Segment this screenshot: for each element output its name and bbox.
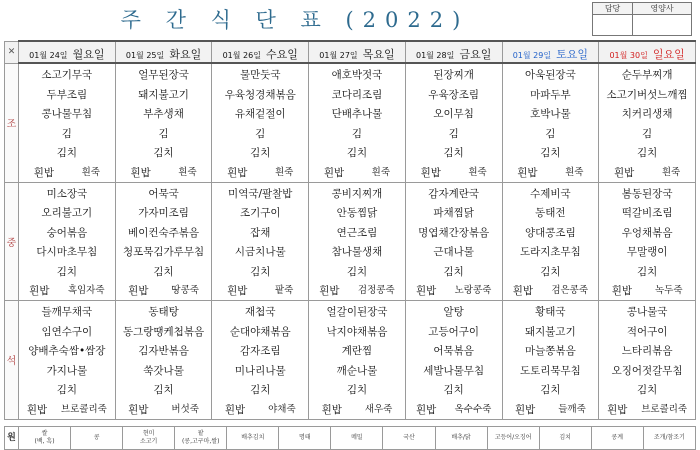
day-date: 01월 25일 (125, 50, 165, 60)
menu-item: 콩나물무침 (41, 108, 93, 120)
menu-cell (115, 301, 212, 420)
meal-row (5, 301, 696, 420)
rice-label: 흰밥 (227, 166, 248, 179)
meal-row (5, 182, 696, 301)
porridge-label: 야채죽 (268, 403, 296, 415)
rice-label: 흰밥 (420, 166, 441, 179)
menu-item: 김치 (153, 147, 174, 159)
rice-porridge-row (600, 282, 694, 300)
menu-item: 동그랑땡케첩볶음 (122, 325, 205, 338)
rice-porridge-row (213, 401, 307, 419)
menu-item: 김치 (636, 147, 658, 159)
meal-label: 석 (5, 301, 19, 420)
legend-cell: 고등어/오징어 (487, 427, 539, 450)
day-name: 월요일 (72, 47, 105, 61)
menu-cell (405, 63, 502, 182)
legend-cell: 명태 (279, 427, 331, 450)
menu-item: 우엉채볶음 (621, 226, 673, 239)
menu-item: 도토리묵무침 (519, 364, 581, 377)
day-name: 화요일 (169, 47, 202, 61)
menu-item: 낙지야채볶음 (326, 325, 388, 338)
menu-table (4, 40, 696, 420)
rice-label: 흰밥 (611, 285, 632, 297)
menu-item: 오징어젓갈무침 (611, 364, 683, 377)
rice-label: 흰밥 (130, 166, 151, 179)
menu-item: 참나물생채 (331, 246, 383, 258)
menu-item: 재첩국 (245, 306, 276, 318)
menu-item: 김치 (540, 147, 561, 159)
rice-porridge-row (20, 164, 114, 182)
day-date: 01월 27일 (319, 50, 358, 60)
menu-cell (309, 182, 406, 301)
menu-cell (599, 63, 696, 182)
menu-item: 봄동된장국 (621, 187, 673, 200)
menu-item: 가지나물 (46, 364, 88, 377)
day-name: 목요일 (362, 47, 395, 61)
day-header (212, 41, 309, 63)
legend-cell: 현미 소고기 (123, 427, 175, 450)
menu-item: 애호박젓국 (331, 69, 383, 81)
rice-label: 흰밥 (128, 403, 149, 416)
menu-item: 김치 (56, 147, 77, 159)
menu-item: 김치 (443, 384, 464, 396)
menu-item: 숭어볶음 (46, 226, 88, 239)
menu-item: 콩나물국 (626, 306, 668, 318)
day-date: 01월 28일 (415, 50, 455, 60)
legend-label: 원 (5, 427, 19, 450)
meal-label: 조 (5, 63, 19, 182)
menu-item: 김치 (540, 265, 561, 278)
approval-sign-staff[interactable] (593, 15, 633, 36)
rice-porridge-row (600, 401, 694, 419)
rice-porridge-row (310, 401, 404, 419)
menu-item: 코다리조림 (331, 88, 383, 101)
rice-label: 흰밥 (514, 403, 536, 416)
menu-item: 들깨무채국 (41, 306, 93, 318)
menu-item: 순대야채볶음 (229, 325, 291, 338)
porridge-label: 흰죽 (468, 166, 487, 178)
menu-item: 김치 (636, 384, 658, 396)
menu-item: 가자미조림 (138, 207, 189, 219)
menu-item: 느타리볶음 (621, 345, 673, 357)
menu-item: 김치 (56, 265, 77, 278)
rice-label: 흰밥 (321, 403, 342, 416)
menu-cell (405, 182, 502, 301)
menu-item: 김 (255, 127, 266, 140)
rice-porridge-row (213, 282, 307, 300)
porridge-label: 검정콩죽 (357, 285, 395, 296)
menu-cell (502, 182, 599, 301)
menu-item: 순두부찌개 (621, 69, 673, 81)
rice-porridge-row (310, 282, 404, 300)
menu-item: 얼갈이된장국 (326, 306, 388, 318)
menu-item: 미나리나물 (234, 364, 286, 377)
menu-item: 물만둣국 (239, 69, 281, 81)
menu-item: 김치 (250, 384, 271, 396)
rice-label: 흰밥 (128, 285, 149, 297)
menu-item: 김치 (250, 265, 271, 278)
menu-item: 된장찌개 (433, 69, 474, 81)
rice-label: 흰밥 (415, 403, 437, 416)
porridge-label: 흰죽 (371, 166, 391, 178)
menu-item: 얼무된장국 (138, 69, 189, 81)
menu-item: 마파두부 (530, 88, 571, 101)
rice-label: 흰밥 (607, 403, 628, 416)
menu-cell (309, 301, 406, 420)
porridge-label: 흑임자죽 (67, 285, 105, 296)
day-date: 01월 30일 (609, 50, 648, 60)
rice-label: 흰밥 (227, 285, 248, 297)
rice-label: 흰밥 (319, 285, 340, 297)
menu-item: 양대콩조림 (525, 226, 576, 239)
menu-item: 연근조림 (336, 226, 378, 239)
porridge-label: 새우죽 (364, 403, 393, 415)
menu-item: 알탕 (443, 306, 464, 318)
rice-label: 흰밥 (323, 166, 345, 179)
porridge-label: 녹두죽 (654, 285, 683, 296)
menu-item: 무말랭이 (626, 246, 668, 258)
menu-item: 김치 (443, 265, 464, 278)
menu-item: 감자조림 (239, 345, 281, 357)
menu-item: 김치 (153, 384, 174, 396)
rice-label: 흰밥 (614, 166, 635, 179)
rice-porridge-row (504, 401, 598, 419)
meal-row (5, 63, 696, 182)
menu-item: 근대나물 (433, 246, 474, 258)
legend-cell: 팥 (콩,고구마,쌀) (175, 427, 227, 450)
menu-item: 김 (61, 127, 72, 140)
porridge-label: 옥수수죽 (454, 403, 492, 415)
menu-item: 김치 (443, 147, 464, 159)
menu-cell (309, 63, 406, 182)
porridge-label: 노랑콩죽 (454, 285, 492, 296)
menu-cell (502, 301, 599, 420)
legend-cell: 조개/참조기 (643, 427, 695, 450)
legend-cell: 쌀 (백, 흑) (19, 427, 71, 450)
rice-porridge-row (407, 401, 501, 419)
menu-item: 쑥갓나물 (143, 364, 184, 377)
rice-porridge-row (117, 164, 211, 182)
menu-item: 오리불고기 (41, 207, 93, 219)
menu-item: 우육청경채볶음 (224, 88, 296, 101)
menu-item: 아욱된장국 (525, 69, 576, 81)
menu-item: 부추생채 (143, 108, 184, 120)
menu-item: 마늘쫑볶음 (525, 345, 576, 357)
menu-item: 오이무침 (433, 108, 474, 120)
day-header (115, 41, 212, 63)
menu-item: 우육장조림 (428, 88, 480, 101)
day-date: 01월 29일 (512, 50, 552, 60)
menu-cell (19, 182, 116, 301)
porridge-label: 브로콜리죽 (60, 403, 107, 415)
menu-item: 김치 (540, 384, 561, 396)
menu-item: 김 (158, 127, 169, 140)
rice-porridge-row (407, 282, 501, 300)
menu-item: 계란찜 (341, 345, 373, 357)
legend-cell: 김치 (539, 427, 591, 450)
menu-item: 동태탕 (148, 306, 179, 318)
menu-cell (405, 301, 502, 420)
menu-cell (212, 63, 309, 182)
porridge-label: 버섯죽 (171, 403, 199, 415)
menu-item: 어묵국 (148, 187, 179, 200)
menu-item: 김치 (346, 147, 368, 159)
approval-label-dietitian: 영양사 (633, 3, 692, 15)
menu-item: 명엽채간장볶음 (418, 226, 490, 239)
day-header (405, 41, 502, 63)
legend-cell: 국산 (383, 427, 435, 450)
porridge-label: 흰죽 (274, 166, 294, 178)
menu-item: 단배추나물 (331, 108, 383, 120)
day-date: 01월 26일 (222, 50, 261, 60)
porridge-label: 땅콩죽 (171, 285, 199, 296)
porridge-label: 브로콜리죽 (641, 403, 688, 415)
rice-label: 흰밥 (26, 403, 48, 416)
menu-item: 다시마초무침 (36, 246, 98, 258)
rice-porridge-row (600, 164, 694, 182)
porridge-label: 흰죽 (565, 166, 584, 178)
day-name: 금요일 (459, 47, 492, 61)
menu-item: 고등어구이 (428, 325, 480, 338)
menu-item: 떡갈비조림 (621, 207, 673, 219)
rice-porridge-row (213, 164, 307, 182)
rice-label: 흰밥 (415, 285, 437, 297)
porridge-label: 흰죽 (661, 166, 681, 178)
porridge-label: 흰죽 (81, 166, 100, 178)
legend-cell: 메밀 (331, 427, 383, 450)
menu-item: 김 (448, 127, 459, 140)
menu-item: 감자계란국 (428, 187, 480, 200)
menu-item: 양배추숙쌈•쌈장 (28, 345, 106, 357)
menu-item: 베이컨숙주볶음 (128, 226, 200, 239)
menu-item: 김치 (250, 147, 271, 159)
menu-item: 김치 (636, 265, 658, 278)
day-header (599, 41, 696, 63)
menu-item: 김치 (346, 265, 368, 278)
menu-cell (599, 301, 696, 420)
menu-item: 소고기무국 (41, 69, 93, 81)
rice-porridge-row (117, 282, 211, 300)
menu-item: 수제비국 (530, 187, 571, 200)
menu-item: 두부조림 (46, 88, 88, 101)
menu-item: 김치 (56, 384, 77, 396)
menu-cell (212, 301, 309, 420)
menu-item: 잡채 (250, 226, 271, 239)
menu-item: 시금치나물 (234, 246, 286, 258)
menu-item: 김치 (346, 384, 368, 396)
rice-label: 흰밥 (512, 285, 533, 297)
corner-cell: ✕ (5, 41, 19, 63)
rice-label: 흰밥 (517, 166, 538, 179)
day-name: 수요일 (266, 47, 298, 61)
menu-item: 소고기버섯느깨찜 (606, 88, 688, 101)
menu-cell (599, 182, 696, 301)
rice-porridge-row (504, 164, 598, 182)
menu-cell (115, 63, 212, 182)
rice-porridge-row (310, 164, 404, 182)
day-header (309, 41, 406, 63)
menu-item: 안동찜닭 (336, 207, 378, 219)
origin-legend (4, 426, 696, 450)
day-date: 01월 24일 (29, 50, 68, 60)
menu-item: 황태국 (535, 306, 566, 318)
menu-item: 김 (545, 127, 556, 140)
approval-box (592, 2, 692, 36)
day-name: 일요일 (652, 47, 685, 61)
rice-porridge-row (117, 401, 211, 419)
day-header (19, 41, 116, 63)
menu-cell (19, 301, 116, 420)
porridge-label: 팥죽 (274, 285, 294, 296)
menu-item: 김치 (153, 265, 174, 278)
menu-cell (212, 182, 309, 301)
menu-cell (19, 63, 116, 182)
rice-porridge-row (20, 282, 114, 300)
day-name: 토요일 (556, 47, 589, 61)
menu-item: 돼지불고기 (138, 88, 189, 101)
rice-porridge-row (504, 282, 598, 300)
menu-item: 깨순나물 (336, 364, 378, 377)
menu-item: 어묵볶음 (433, 345, 474, 357)
menu-item: 청포묵김가루무침 (122, 246, 205, 258)
menu-item: 김 (642, 127, 653, 140)
porridge-label: 흰죽 (178, 166, 197, 178)
rice-porridge-row (20, 401, 114, 419)
menu-item: 파채찜닭 (433, 207, 474, 219)
rice-porridge-row (407, 164, 501, 182)
approval-sign-dietitian[interactable] (633, 15, 692, 36)
approval-label-staff: 담당 (593, 3, 633, 15)
menu-item: 호박나물 (530, 108, 571, 120)
menu-item: 돼지불고기 (525, 325, 576, 338)
menu-item: 미역국/팔찰밥 (228, 187, 293, 200)
menu-cell (115, 182, 212, 301)
meal-label: 중 (5, 182, 19, 301)
menu-item: 치커리생채 (621, 108, 673, 120)
menu-item: 조기구이 (239, 207, 281, 219)
legend-cell: 콩계 (591, 427, 643, 450)
menu-item: 김자반볶음 (138, 345, 189, 357)
page-title: 주 간 식 단 표 (2022) (120, 8, 470, 32)
menu-item: 콩비지찌개 (331, 187, 383, 200)
menu-cell (502, 63, 599, 182)
menu-item: 도라지초무침 (519, 246, 581, 258)
porridge-label: 검은콩죽 (551, 285, 589, 296)
menu-item: 유채겉절이 (234, 108, 286, 120)
menu-item: 적어구이 (626, 325, 668, 338)
legend-cell: 콩 (71, 427, 123, 450)
menu-item: 임연수구이 (41, 325, 93, 338)
rice-label: 흰밥 (33, 166, 55, 179)
legend-cell: 배추/닭 (435, 427, 487, 450)
day-header (502, 41, 599, 63)
menu-item: 세발나물무침 (423, 364, 485, 377)
menu-item: 김 (351, 127, 363, 140)
menu-item: 동태전 (535, 207, 566, 219)
rice-label: 흰밥 (29, 285, 50, 297)
porridge-label: 들깨죽 (558, 403, 586, 415)
rice-label: 흰밥 (224, 403, 246, 416)
legend-cell: 배추김치 (227, 427, 279, 450)
menu-item: 미소장국 (46, 187, 88, 200)
